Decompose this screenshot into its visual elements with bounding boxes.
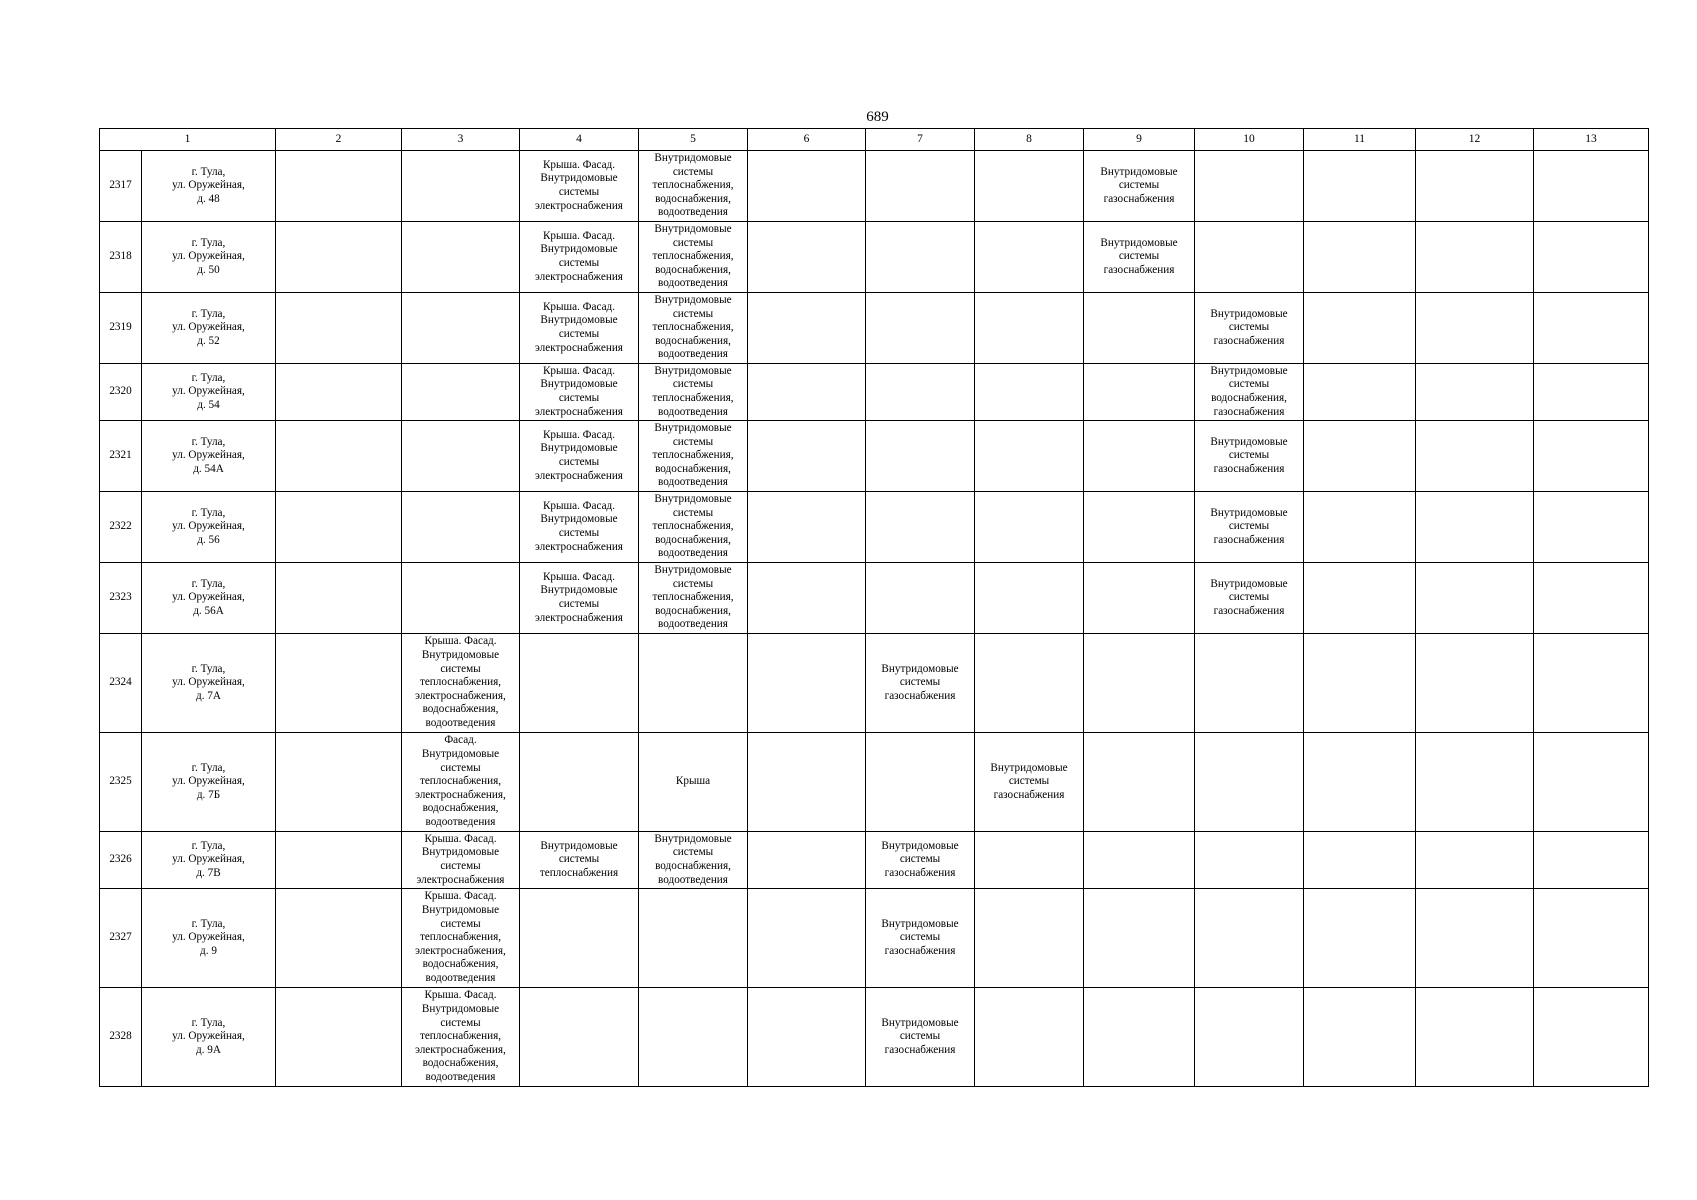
work-cell-col-9 — [1084, 733, 1195, 832]
work-cell-col-8 — [975, 492, 1084, 563]
work-cell-col-7: Внутридомовые системы газоснабжения — [866, 988, 975, 1087]
work-cell-col-8: Внутридомовые системы газоснабжения — [975, 733, 1084, 832]
work-cell-col-10: Внутридомовые системы газоснабжения — [1195, 492, 1304, 563]
work-cell-col-9 — [1084, 364, 1195, 421]
work-cell-col-11 — [1304, 492, 1416, 563]
work-cell-col-6 — [748, 563, 866, 634]
row-number: 2321 — [100, 421, 142, 492]
address-cell: г. Тула, ул. Оружейная, д. 54А — [142, 421, 276, 492]
register-table — [99, 128, 1649, 1087]
work-cell-col-10 — [1195, 889, 1304, 988]
work-cell-col-4 — [520, 634, 639, 733]
work-cell-col-4: Крыша. Фасад. Внутридомовые системы электроснабжения — [520, 421, 639, 492]
work-cell-col-6 — [748, 634, 866, 733]
table-row — [100, 421, 1649, 492]
work-cell-col-13 — [1534, 563, 1649, 634]
column-header: 13 — [1534, 129, 1649, 151]
table-row — [100, 832, 1649, 889]
work-cell-col-7: Внутридомовые системы газоснабжения — [866, 889, 975, 988]
work-cell-col-13 — [1534, 889, 1649, 988]
table-body — [100, 151, 1649, 1087]
work-cell-col-9 — [1084, 421, 1195, 492]
work-cell-col-6 — [748, 889, 866, 988]
work-cell-col-8 — [975, 151, 1084, 222]
work-cell-col-10 — [1195, 634, 1304, 733]
address-cell: г. Тула, ул. Оружейная, д. 50 — [142, 222, 276, 293]
row-number: 2317 — [100, 151, 142, 222]
work-cell-col-8 — [975, 293, 1084, 364]
column-header: 10 — [1195, 129, 1304, 151]
work-cell-col-3 — [402, 421, 520, 492]
work-cell-col-10: Внутридомовые системы газоснабжения — [1195, 293, 1304, 364]
work-cell-col-11 — [1304, 832, 1416, 889]
table-row — [100, 889, 1649, 988]
column-header: 8 — [975, 129, 1084, 151]
work-cell-col-5 — [639, 988, 748, 1087]
row-number: 2327 — [100, 889, 142, 988]
address-cell: г. Тула, ул. Оружейная, д. 7Б — [142, 733, 276, 832]
work-cell-col-5: Внутридомовые системы теплоснабжения, водоотведения — [639, 364, 748, 421]
table-row — [100, 733, 1649, 832]
work-cell-col-8 — [975, 988, 1084, 1087]
work-cell-col-3: Крыша. Фасад. Внутридомовые системы теплоснабжения, электроснабжения, водоснабжения, водоотведения — [402, 988, 520, 1087]
row-number: 2322 — [100, 492, 142, 563]
page-number: 689 — [866, 109, 889, 125]
address-cell: г. Тула, ул. Оружейная, д. 9А — [142, 988, 276, 1087]
work-cell-col-4: Крыша. Фасад. Внутридомовые системы электроснабжения — [520, 563, 639, 634]
work-cell-col-13 — [1534, 222, 1649, 293]
work-cell-col-2 — [276, 733, 402, 832]
work-cell-col-12 — [1416, 988, 1534, 1087]
address-cell: г. Тула, ул. Оружейная, д. 56 — [142, 492, 276, 563]
work-cell-col-3: Крыша. Фасад. Внутридомовые системы теплоснабжения, электроснабжения, водоснабжения, водоотведения — [402, 889, 520, 988]
work-cell-col-3 — [402, 151, 520, 222]
work-cell-col-5: Внутридомовые системы теплоснабжения, водоснабжения, водоотведения — [639, 222, 748, 293]
work-cell-col-2 — [276, 889, 402, 988]
work-cell-col-7 — [866, 364, 975, 421]
work-cell-col-13 — [1534, 151, 1649, 222]
work-cell-col-5: Внутридомовые системы теплоснабжения, водоснабжения, водоотведения — [639, 151, 748, 222]
work-cell-col-2 — [276, 421, 402, 492]
work-cell-col-3 — [402, 492, 520, 563]
work-cell-col-2 — [276, 293, 402, 364]
work-cell-col-8 — [975, 832, 1084, 889]
work-cell-col-13 — [1534, 832, 1649, 889]
work-cell-col-4: Крыша. Фасад. Внутридомовые системы электроснабжения — [520, 364, 639, 421]
work-cell-col-5: Внутридомовые системы теплоснабжения, водоснабжения, водоотведения — [639, 563, 748, 634]
column-header: 2 — [276, 129, 402, 151]
table-row — [100, 293, 1649, 364]
work-cell-col-3 — [402, 293, 520, 364]
work-cell-col-3: Фасад. Внутридомовые системы теплоснабжения, электроснабжения, водоснабжения, водоотведения — [402, 733, 520, 832]
row-number: 2323 — [100, 563, 142, 634]
work-cell-col-12 — [1416, 563, 1534, 634]
work-cell-col-2 — [276, 988, 402, 1087]
work-cell-col-6 — [748, 222, 866, 293]
work-cell-col-12 — [1416, 293, 1534, 364]
work-cell-col-7 — [866, 421, 975, 492]
work-cell-col-10: Внутридомовые системы газоснабжения — [1195, 421, 1304, 492]
work-cell-col-11 — [1304, 733, 1416, 832]
work-cell-col-12 — [1416, 733, 1534, 832]
work-cell-col-12 — [1416, 364, 1534, 421]
work-cell-col-6 — [748, 988, 866, 1087]
work-cell-col-6 — [748, 151, 866, 222]
work-cell-col-9 — [1084, 832, 1195, 889]
work-cell-col-13 — [1534, 733, 1649, 832]
work-cell-col-3 — [402, 364, 520, 421]
work-cell-col-9 — [1084, 988, 1195, 1087]
work-cell-col-2 — [276, 832, 402, 889]
column-header: 9 — [1084, 129, 1195, 151]
work-cell-col-10 — [1195, 988, 1304, 1087]
address-cell: г. Тула, ул. Оружейная, д. 54 — [142, 364, 276, 421]
address-cell: г. Тула, ул. Оружейная, д. 7В — [142, 832, 276, 889]
table-row — [100, 988, 1649, 1087]
address-cell: г. Тула, ул. Оружейная, д. 48 — [142, 151, 276, 222]
work-cell-col-5: Внутридомовые системы теплоснабжения, водоснабжения, водоотведения — [639, 293, 748, 364]
work-cell-col-8 — [975, 222, 1084, 293]
work-cell-col-12 — [1416, 151, 1534, 222]
row-number: 2325 — [100, 733, 142, 832]
work-cell-col-12 — [1416, 634, 1534, 733]
work-cell-col-3 — [402, 563, 520, 634]
work-cell-col-11 — [1304, 293, 1416, 364]
address-cell: г. Тула, ул. Оружейная, д. 9 — [142, 889, 276, 988]
work-cell-col-13 — [1534, 364, 1649, 421]
work-cell-col-7: Внутридомовые системы газоснабжения — [866, 832, 975, 889]
table-row — [100, 222, 1649, 293]
address-cell: г. Тула, ул. Оружейная, д. 56А — [142, 563, 276, 634]
work-cell-col-11 — [1304, 421, 1416, 492]
work-cell-col-12 — [1416, 889, 1534, 988]
work-cell-col-6 — [748, 492, 866, 563]
work-cell-col-10 — [1195, 151, 1304, 222]
work-cell-col-10: Внутридомовые системы водоснабжения, газоснабжения — [1195, 364, 1304, 421]
work-cell-col-3 — [402, 222, 520, 293]
work-cell-col-5: Внутридомовые системы теплоснабжения, водоснабжения, водоотведения — [639, 421, 748, 492]
row-number: 2324 — [100, 634, 142, 733]
work-cell-col-8 — [975, 421, 1084, 492]
work-cell-col-2 — [276, 634, 402, 733]
work-cell-col-10 — [1195, 832, 1304, 889]
work-cell-col-10 — [1195, 733, 1304, 832]
work-cell-col-2 — [276, 151, 402, 222]
table-row — [100, 364, 1649, 421]
work-cell-col-5: Внутридомовые системы теплоснабжения, водоснабжения, водоотведения — [639, 492, 748, 563]
work-cell-col-9: Внутридомовые системы газоснабжения — [1084, 151, 1195, 222]
work-cell-col-9 — [1084, 889, 1195, 988]
work-cell-col-10: Внутридомовые системы газоснабжения — [1195, 563, 1304, 634]
work-cell-col-13 — [1534, 421, 1649, 492]
work-cell-col-7 — [866, 293, 975, 364]
row-number: 2319 — [100, 293, 142, 364]
work-cell-col-11 — [1304, 988, 1416, 1087]
work-cell-col-9 — [1084, 563, 1195, 634]
row-number: 2318 — [100, 222, 142, 293]
work-cell-col-9 — [1084, 634, 1195, 733]
work-cell-col-5: Крыша — [639, 733, 748, 832]
work-cell-col-4 — [520, 988, 639, 1087]
work-cell-col-4 — [520, 733, 639, 832]
column-number-row — [100, 129, 1649, 151]
work-cell-col-4: Крыша. Фасад. Внутридомовые системы электроснабжения — [520, 492, 639, 563]
work-cell-col-13 — [1534, 988, 1649, 1087]
row-number: 2320 — [100, 364, 142, 421]
work-cell-col-9 — [1084, 492, 1195, 563]
column-header: 3 — [402, 129, 520, 151]
work-cell-col-8 — [975, 563, 1084, 634]
work-cell-col-13 — [1534, 293, 1649, 364]
work-cell-col-7 — [866, 563, 975, 634]
work-cell-col-6 — [748, 832, 866, 889]
work-cell-col-8 — [975, 634, 1084, 733]
address-cell: г. Тула, ул. Оружейная, д. 52 — [142, 293, 276, 364]
work-cell-col-11 — [1304, 364, 1416, 421]
work-cell-col-8 — [975, 364, 1084, 421]
work-cell-col-2 — [276, 492, 402, 563]
table-row — [100, 563, 1649, 634]
work-cell-col-6 — [748, 364, 866, 421]
work-cell-col-11 — [1304, 634, 1416, 733]
work-cell-col-2 — [276, 563, 402, 634]
work-cell-col-12 — [1416, 832, 1534, 889]
work-cell-col-12 — [1416, 492, 1534, 563]
work-cell-col-4 — [520, 889, 639, 988]
work-cell-col-8 — [975, 889, 1084, 988]
table-row — [100, 151, 1649, 222]
column-header: 6 — [748, 129, 866, 151]
work-cell-col-6 — [748, 293, 866, 364]
work-cell-col-7 — [866, 222, 975, 293]
work-cell-col-2 — [276, 222, 402, 293]
column-header: 11 — [1304, 129, 1416, 151]
work-cell-col-5: Внутридомовые системы водоснабжения, водоотведения — [639, 832, 748, 889]
work-cell-col-13 — [1534, 492, 1649, 563]
address-cell: г. Тула, ул. Оружейная, д. 7А — [142, 634, 276, 733]
work-cell-col-5 — [639, 889, 748, 988]
column-header: 7 — [866, 129, 975, 151]
work-cell-col-11 — [1304, 151, 1416, 222]
work-cell-col-11 — [1304, 563, 1416, 634]
work-cell-col-13 — [1534, 634, 1649, 733]
work-cell-col-3: Крыша. Фасад. Внутридомовые системы теплоснабжения, электроснабжения, водоснабжения, водоотведения — [402, 634, 520, 733]
column-header: 5 — [639, 129, 748, 151]
row-number: 2328 — [100, 988, 142, 1087]
work-cell-col-4: Внутридомовые системы теплоснабжения — [520, 832, 639, 889]
work-cell-col-4: Крыша. Фасад. Внутридомовые системы электроснабжения — [520, 222, 639, 293]
work-cell-col-7 — [866, 151, 975, 222]
work-cell-col-9: Внутридомовые системы газоснабжения — [1084, 222, 1195, 293]
column-header: 12 — [1416, 129, 1534, 151]
column-header: 4 — [520, 129, 639, 151]
work-cell-col-3: Крыша. Фасад. Внутридомовые системы электроснабжения — [402, 832, 520, 889]
work-cell-col-2 — [276, 364, 402, 421]
work-cell-col-9 — [1084, 293, 1195, 364]
work-cell-col-12 — [1416, 222, 1534, 293]
work-cell-col-10 — [1195, 222, 1304, 293]
work-cell-col-7 — [866, 492, 975, 563]
work-cell-col-7 — [866, 733, 975, 832]
work-cell-col-11 — [1304, 222, 1416, 293]
work-cell-col-4: Крыша. Фасад. Внутридомовые системы электроснабжения — [520, 151, 639, 222]
table-row — [100, 634, 1649, 733]
column-header: 1 — [100, 129, 276, 151]
work-cell-col-11 — [1304, 889, 1416, 988]
work-cell-col-5 — [639, 634, 748, 733]
work-cell-col-6 — [748, 733, 866, 832]
work-cell-col-6 — [748, 421, 866, 492]
row-number: 2326 — [100, 832, 142, 889]
table-row — [100, 492, 1649, 563]
work-cell-col-4: Крыша. Фасад. Внутридомовые системы электроснабжения — [520, 293, 639, 364]
work-cell-col-7: Внутридомовые системы газоснабжения — [866, 634, 975, 733]
work-cell-col-12 — [1416, 421, 1534, 492]
